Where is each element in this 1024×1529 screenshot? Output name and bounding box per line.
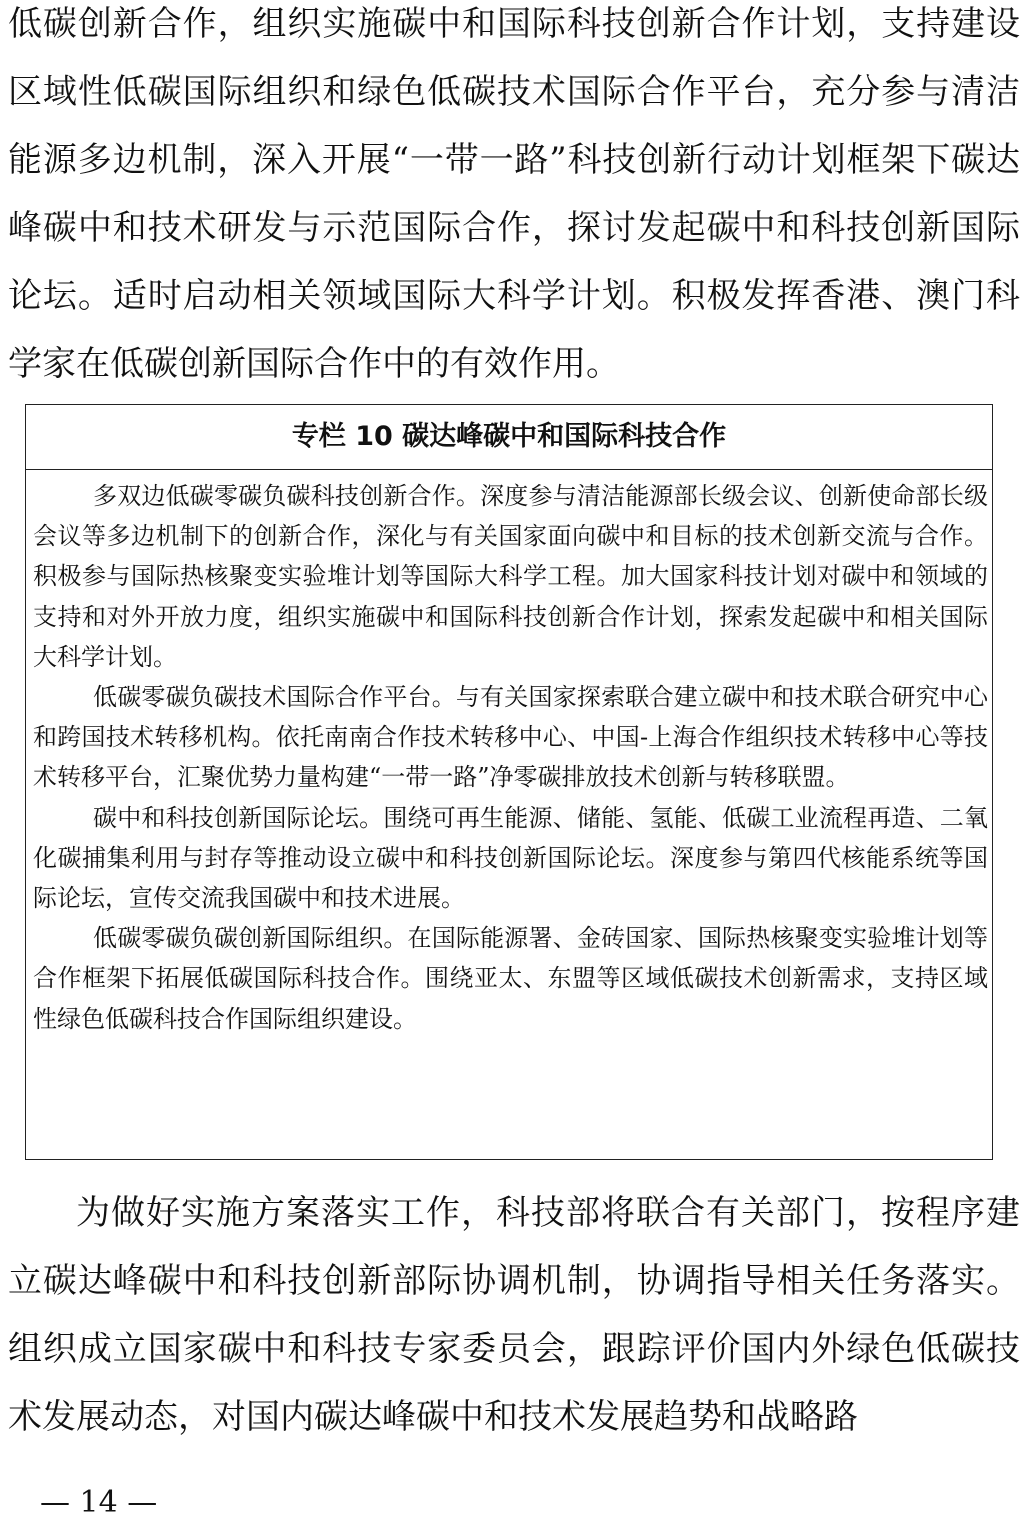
- intro-paragraph: 低碳创新合作，组织实施碳中和国际科技创新合作计划，支持建设区域性低碳国际组织和绿色低碳技术国际合作平台，充分参与清洁能源多边机制，深入开展“一带一路”科技创新行动计划框架下碳达峰碳中和技术研发与示范国际合作，探讨发起碳中和科技创新国际论坛。适时启动相关领域国际大科学计划。积极发挥香港、澳门科学家在低碳创新国际合作中的有效作用。: [8, 4, 1020, 384]
- feature-box-paragraph: 碳中和科技创新国际论坛。围绕可再生能源、储能、氢能、低碳工业流程再造、二氧化碳捕集利用与封存等推动设立碳中和科技创新国际论坛。深度参与第四代核能系统等国际论坛，宣传交流我国碳中和技术进展。: [33, 803, 988, 913]
- feature-box-paragraph: 多双边低碳零碳负碳科技创新合作。深度参与清洁能源部长级会议、创新使命部长级会议等多边机制下的创新合作，深化与有关国家面向碳中和目标的技术创新交流与合作。积极参与国际热核聚变实验堆计划等国际大科学工程。加大国家科技计划对碳中和领域的支持和对外开放力度，组织实施碳中和国际科技创新合作计划，探索发起碳中和相关国际大科学计划。: [33, 482, 988, 671]
- feature-box-body: [26, 470, 992, 1039]
- feature-box-paragraph: 低碳零碳负碳技术国际合作平台。与有关国家探索联合建立碳中和技术联合研究中心和跨国技术转移机构。依托南南合作技术转移中心、中国-上海合作组织技术转移中心等技术转移平台，汇聚优势力量构建“一带一路”净零碳排放技术创新与转移联盟。: [33, 683, 988, 792]
- feature-box-title: 专栏 10 碳达峰碳中和国际科技合作: [26, 405, 992, 470]
- page-number: — 14 —: [40, 1485, 158, 1520]
- feature-box-paragraph: 低碳零碳负碳创新国际组织。在国际能源署、金砖国家、国际热核聚变实验堆计划等合作框架下拓展低碳国际科技合作。围绕亚太、东盟等区域低碳技术创新需求，支持区域性绿色低碳科技合作国际组织建设。: [33, 924, 988, 1033]
- closing-paragraph: 为做好实施方案落实工作，科技部将联合有关部门，按程序建立碳达峰碳中和科技创新部际协调机制，协调指导相关任务落实。组织成立国家碳中和科技专家委员会，跟踪评价国内外绿色低碳技术发展动态，对国内碳达峰碳中和技术发展趋势和战略路: [8, 1193, 1020, 1437]
- feature-box: [25, 404, 993, 1160]
